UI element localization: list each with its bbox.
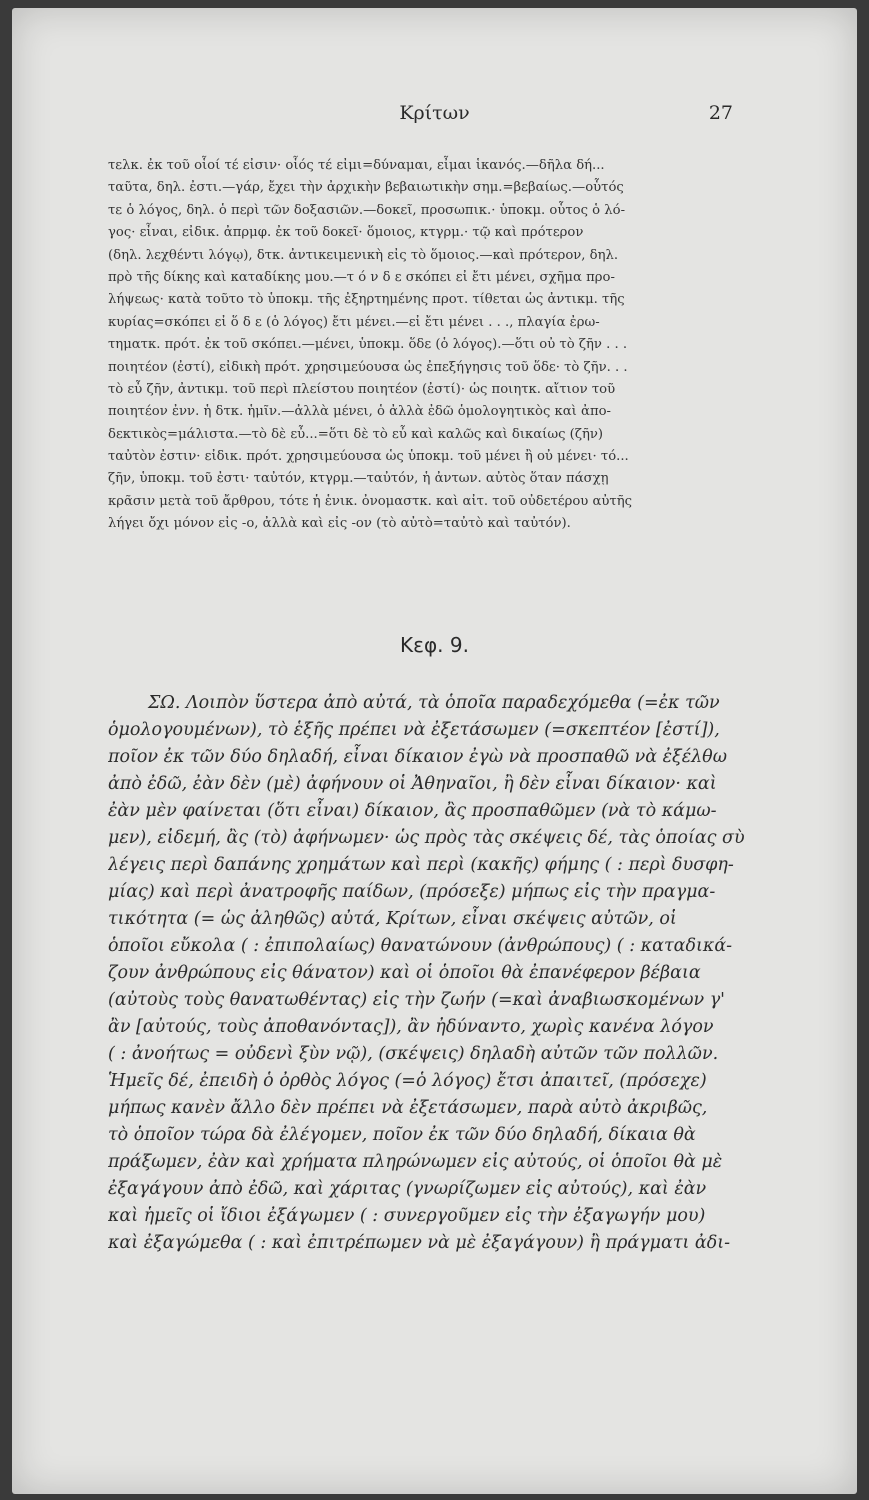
main-line: τικότητα (= ὡς ἀληθῶς) αὐτά, Κρίτων, εἶναι σκέψεις αὐτῶν, οἱ <box>108 909 677 929</box>
main-line: καὶ ἐξαγώμεθα ( : καὶ ἐπιτρέπωμεν νὰ μὲ ἐξαγάγουν) ἢ πράγματι ἀδι- <box>108 1233 731 1253</box>
main-line: (αὐτοὺς τοὺς θανατωθέντας) εἰς τὴν ζωήν (=καὶ ἀναβιωσκομένων γ' <box>108 990 725 1010</box>
note-line: δεκτικὸς=μάλιστα.—τὸ δὲ εὖ...=ὅτι δὲ τὸ εὖ καὶ καλῶς καὶ δικαίως (ζῆν) <box>108 426 604 442</box>
main-line: τὸ ὁποῖον τώρα δὰ ἐλέγομεν, ποῖον ἐκ τῶν δύο δηλαδή, δίκαια θὰ <box>108 1125 696 1145</box>
commentary-notes <box>108 155 750 536</box>
main-line: ἀπὸ ἐδῶ, ἐὰν δὲν (μὲ) ἀφήνουν οἱ Ἀθηναῖοι, ἢ δὲν εἶναι δίκαιον· καὶ <box>108 774 717 794</box>
note-line: τελκ. ἐκ τοῦ οἷοί τέ εἰσιν· οἷός τέ εἰμι=δύναμαι, εἶμαι ἱκανός.—δῆλα δή... <box>108 158 605 173</box>
note-line: λήψεως· κατὰ τοῦτο τὸ ὑποκμ. τῆς ἐξηρτημένης προτ. τίθεται ὡς ἀντικμ. τῆς <box>108 292 625 308</box>
note-line: ζῆν, ὑποκμ. τοῦ ἐστι· ταὐτόν, κτγρμ.—ταὐτόν, ἡ ἀντων. αὐτὸς ὅταν πάσχῃ <box>108 471 609 487</box>
main-line: πράξωμεν, ἐὰν καὶ χρήματα πληρώνωμεν εἰς αὐτούς, οἱ ὁποῖοι θὰ μὲ <box>108 1152 723 1172</box>
page-number: 27 <box>708 102 733 124</box>
main-line: ζουν ἀνθρώπους εἰς θάνατον) καὶ οἱ ὁποῖοι θὰ ἐπανέφερον βέβαια <box>108 963 701 983</box>
main-line: ὁμολογουμένων), τὸ ἑξῆς πρέπει νὰ ἐξετάσωμεν (=σκεπτέον [ἐστί]), <box>108 720 720 740</box>
note-line: ποιητέον ἐνν. ἡ δτκ. ἡμῖν.—ἀλλὰ μένει, ὁ ἀλλὰ ἐδῶ ὁμολογητικὸς καὶ ἀπο- <box>108 404 612 420</box>
main-line: καὶ ἡμεῖς οἱ ἴδιοι ἐξάγωμεν ( : συνεργοῦμεν εἰς τὴν ἐξαγωγήν μου) <box>108 1206 706 1226</box>
note-line: πρὸ τῆς δίκης καὶ καταδίκης μου.—τ ό ν δ ε σκόπει εἰ ἔτι μένει, σχῆμα προ- <box>108 269 615 285</box>
note-line: λήγει ὄχι μόνον εἰς -ο, ἀλλὰ καὶ εἰς -ον (τὸ αὐτὸ=ταὐτὸ καὶ ταὐτόν). <box>108 516 571 532</box>
running-title: Κρίτων <box>399 102 470 124</box>
main-line: μήπως κανὲν ἄλλο δὲν πρέπει νὰ ἐξετάσωμεν, παρὰ αὐτὸ ἀκριβῶς, <box>108 1098 708 1118</box>
main-line: ποῖον ἐκ τῶν δύο δηλαδή, εἶναι δίκαιον ἐγὼ νὰ προσπαθῶ νὰ ἐξέλθω <box>108 747 727 767</box>
note-line: ταὐτὸν ἐστιν· εἰδικ. πρότ. χρησιμεύουσα ὡς ὑποκμ. τοῦ μένει ἢ οὐ μένει· τό... <box>108 449 629 465</box>
main-line: ὁποῖοι εὔκολα ( : ἐπιπολαίως) θανατώνουν (ἀνθρώπους) ( : καταδικά- <box>108 936 733 956</box>
main-line: λέγεις περὶ δαπάνης χρημάτων καὶ περὶ (κακῆς) φήμης ( : περὶ δυσφη- <box>108 855 734 875</box>
main-line: μίας) καὶ περὶ ἀνατροφῆς παίδων, (πρόσεξε) μήπως εἰς τὴν πραγμα- <box>108 882 716 902</box>
main-line: Ἡμεῖς δέ, ἐπειδὴ ὁ ὀρθὸς λόγος (=ὁ λόγος) ἔτσι ἀπαιτεῖ, (πρόσεχε) <box>108 1071 707 1091</box>
note-line: τηματκ. πρότ. ἐκ τοῦ σκόπει.—μένει, ὑποκμ. ὅδε (ὁ λόγος).—ὅτι οὐ τὸ ζῆν . . . <box>108 337 628 353</box>
main-line: ἐὰν μὲν φαίνεται (ὅτι εἶναι) δίκαιον, ἂς προσπαθῶμεν (νὰ τὸ κάμω- <box>108 801 717 821</box>
note-line: ταῦτα, δηλ. ἐστι.—γάρ, ἔχει τὴν ἀρχικὴν βεβαιωτικὴν σημ.=βεβαίως.—οὗτός <box>108 180 624 196</box>
main-line: ΣΩ. Λοιπὸν ὕστερα ἀπὸ αὐτά, τὰ ὁποῖα παραδεχόμεθα (=ἐκ τῶν <box>148 693 720 713</box>
main-text <box>108 690 750 1257</box>
note-line: τὸ εὖ ζῆν, ἀντικμ. τοῦ περὶ πλείστου ποιητέον (ἐστί)· ὡς ποιητκ. αἴτιον τοῦ <box>108 381 616 397</box>
chapter-heading: Κεφ. 9. <box>400 633 469 657</box>
page-header <box>12 102 857 132</box>
main-line: ἐξαγάγουν ἀπὸ ἐδῶ, καὶ χάριτας (γνωρίζωμεν εἰς αὐτούς), καὶ ἐὰν <box>108 1179 707 1199</box>
main-line: ἂν [αὐτούς, τοὺς ἀποθανόντας]), ἂν ἠδύναντο, χωρὶς κανένα λόγον <box>108 1017 714 1037</box>
main-line: μεν), εἰδεμή, ἂς (τὸ) ἀφήνωμεν· ὡς πρὸς τὰς σκέψεις δέ, τὰς ὁποίας σὺ <box>108 828 745 848</box>
note-line: κυρίας=σκόπει εἰ ὅ δ ε (ὁ λόγος) ἔτι μένει.—εἰ ἔτι μένει . . ., πλαγία ἐρω- <box>108 314 600 330</box>
book-page <box>12 8 857 1494</box>
main-line: ( : ἀνοήτως = οὐδενὶ ξὺν νῷ), (σκέψεις) δηλαδὴ αὐτῶν τῶν πολλῶν. <box>108 1044 719 1064</box>
note-line: ποιητέον (ἐστί), εἰδικὴ πρότ. χρησιμεύουσα ὡς ἐπεξήγησις τοῦ ὅδε· τὸ ζῆν. . . <box>108 359 628 375</box>
note-line: κρᾶσιν μετὰ τοῦ ἄρθρου, τότε ἡ ἑνικ. ὀνομαστκ. καὶ αἰτ. τοῦ οὐδετέρου αὐτῆς <box>108 493 633 509</box>
note-line: γος· εἶναι, εἰδικ. ἀπρμφ. ἐκ τοῦ δοκεῖ· ὅμοιος, κτγρμ.· τῷ καὶ πρότερον <box>108 225 584 241</box>
note-line: (δηλ. λεχθέντι λόγῳ), δτκ. ἀντικειμενικὴ εἰς τὸ ὅμοιος.—καὶ πρότερον, δηλ. <box>108 247 619 263</box>
note-line: τε ὁ λόγος, δηλ. ὁ περὶ τῶν δοξασιῶν.—δοκεῖ, προσωπικ.· ὑποκμ. οὗτος ὁ λό- <box>108 202 626 218</box>
